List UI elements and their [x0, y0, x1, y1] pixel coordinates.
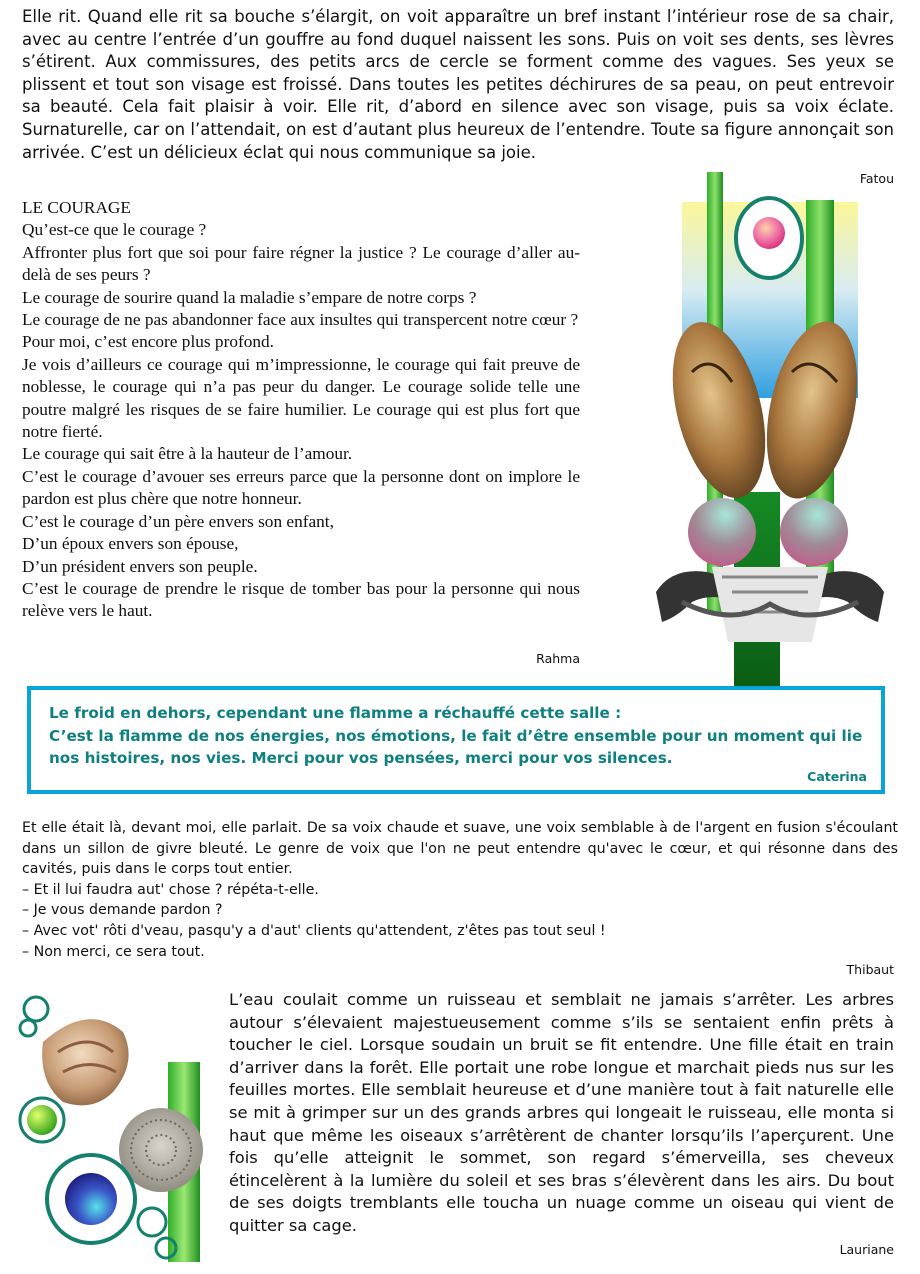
poem-line: Pour moi, c’est encore plus profond. — [22, 332, 274, 352]
quote-line: Le froid en dehors, cependant une flamme a réchauffé cette salle : — [49, 704, 622, 722]
dialogue-line: – Avec vot' rôti d'veau, pasqu'y a d'aut' clients qu'attendent, z'êtes pas tout seul ! — [22, 922, 606, 939]
quote-box — [27, 686, 885, 794]
poem-line: Le courage de ne pas abandonner face aux insultes qui transpercent notre cœur ? — [22, 310, 579, 330]
paragraph-laugh: Elle rit. Quand elle rit sa bouche s’élargit, on voit apparaître un bref instant l’intérieur rose de sa chair, avec au centre l’entrée d’un gouffre au fond duquel naissent les sons. Puis on voit ses dents, ses lèvres s’étirent. Aux commissures, des petits arcs de cercle se forment comme des vagues. Ses yeux se plissent et tout son visage est froissé. Dans toutes les petites déchirures de sa peau, on peut entrevoir sa beauté. Cela fait plaisir à voir. Elle rit, d’abord en silence avec son visage, puis sa voix éclate. Surnaturelle, car on l’attendait, on est d’autant plus heureux de l’entendre. Toute sa figure annonçait son arrivée. C’est un délicieux éclat qui nous communique sa joie. — [22, 7, 894, 162]
poem-line: D’un époux envers son épouse, — [22, 534, 239, 554]
author-thibaut: Thibaut — [846, 962, 894, 977]
poem-line: C’est le courage d’un père envers son enfant, — [22, 511, 334, 531]
quote-line: C’est la flamme de nos énergies, nos émotions, le fait d’être ensemble pour un moment qui lie nos histoires, nos vies. Merci pour vos pensées, merci pour vos silences. — [49, 726, 863, 767]
poem-line: Le courage qui sait être à la hauteur de l’amour. — [22, 444, 353, 464]
paragraph-voice — [22, 818, 898, 962]
poem-line: Qu’est-ce que le courage ? — [22, 220, 207, 240]
paragraph-forest: L’eau coulait comme un ruisseau et semblait ne jamais s’arrêter. Les arbres autour s’élevaient majestueusement comme s’ils se sentaient enfin prêts à toucher le ciel. Lorsque soudain un bruit se fit entendre. Une fille était en train d’arriver dans la forêt. Elle portait une robe longue et marchait pieds nus sur les feuilles mortes. Elle semblait heureuse et d’une manière tout à fait naturelle elle se mit à grimper sur un des grands arbres qui longeait le ruisseau, elle monta si haut que même les oiseaux s’arrêtèrent de chanter lorsqu’ils l’aperçurent. Une fois qu’elle atteignit le sommet, son regard s’émerveilla, ses cheveux étincelèrent à la lumière du soleil et ses bras s’élevèrent dans les airs. Du bout de ses doigts tremblants elle toucha un nuage comme un oiseau qui vient de quitter sa cage. — [229, 990, 894, 1235]
author-rahma: Rahma — [536, 651, 580, 666]
poem-courage — [22, 197, 580, 623]
author-fatou: Fatou — [859, 171, 894, 186]
dialogue-line: – Et il lui faudra aut' chose ? répéta-t-elle. — [22, 881, 319, 898]
quote-text — [49, 702, 874, 770]
author-caterina: Caterina — [807, 769, 867, 784]
poem-line: C’est le courage de prendre le risque de tomber bas pour la personne qui nous relève vers le haut. — [22, 578, 580, 621]
poem-line: Affronter plus fort que soi pour faire régner la justice ? Le courage d’aller au-delà de ses peurs ? — [22, 242, 580, 285]
dialogue-line: – Non merci, ce sera tout. — [22, 943, 205, 960]
poem-line: Le courage de sourire quand la maladie s’empare de notre corps ? — [22, 287, 477, 307]
poem-line: Je vois d’ailleurs ce courage qui m’impressionne, le courage qui fait preuve de noblesse, le courage qui n’a pas peur du danger. Le courage solide telle une poutre malgré les risques de se faire humilier. Le courage qui est plus fort que notre fierté. — [22, 354, 580, 442]
shells-illustration — [18, 992, 223, 1262]
collage-illustration — [652, 172, 888, 686]
text-line: Et elle était là, devant moi, elle parlait. De sa voix chaude et suave, une voix semblable à de l'argent en fusion s'écoulant dans un sillon de givre bleuté. Le genre de voix que l'on ne peut entendre qu'avec le cœur, et qui résonne dans des cavités, puis dans le corps tout entier. — [22, 820, 898, 878]
dialogue-line: – Je vous demande pardon ? — [22, 902, 223, 919]
poem-line: C’est le courage d’avouer ses erreurs parce que la personne dont on implore le pardon est plus chère que notre honneur. — [22, 466, 580, 509]
poem-title: LE COURAGE — [22, 198, 131, 217]
author-lauriane: Lauriane — [839, 1242, 894, 1257]
poem-line: D’un président envers son peuple. — [22, 556, 258, 576]
